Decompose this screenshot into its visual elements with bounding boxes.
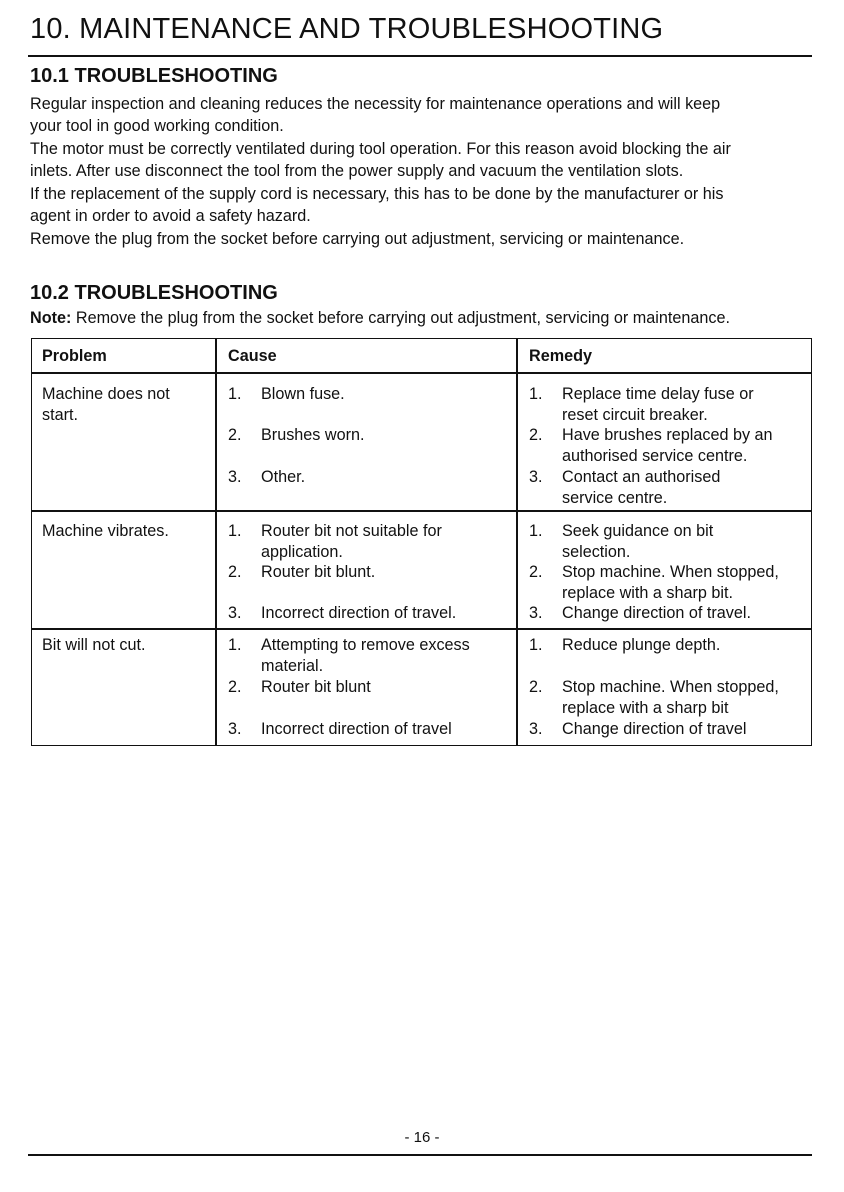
remedy-number: 3.: [529, 604, 543, 622]
cause-number: 3.: [228, 468, 242, 486]
remedy-number: 1.: [529, 522, 543, 540]
cause-number: 2.: [228, 678, 242, 696]
problem-cell: Machine does not: [42, 385, 170, 403]
remedy-text: replace with a sharp bit.: [562, 583, 733, 602]
remedy-text: selection.: [562, 542, 631, 561]
problem-cell: Machine vibrates.: [42, 522, 169, 540]
cause-number: 3.: [228, 604, 242, 622]
remedy-number: 1.: [529, 636, 543, 654]
cause-number: 3.: [228, 720, 242, 738]
cause-text: Attempting to remove excess: [261, 636, 470, 654]
remedy-text: reset circuit breaker.: [562, 405, 708, 424]
header-problem: Problem: [42, 347, 107, 365]
remedy-number: 1.: [529, 385, 543, 403]
remedy-number: 2.: [529, 678, 543, 696]
cause-number: 1.: [228, 636, 242, 654]
cause-text: Brushes worn.: [261, 426, 365, 444]
remedy-number: 2.: [529, 563, 543, 581]
remedy-text: Stop machine. When stopped,: [562, 563, 779, 581]
paragraph-line: inlets. After use disconnect the tool from the power supply and vacuum the ventilation slots.: [30, 162, 684, 180]
cause-text: Blown fuse.: [261, 385, 345, 403]
paragraph-line: Regular inspection and cleaning reduces the necessity for maintenance operations and will keep: [30, 95, 721, 113]
remedy-text: Contact an authorised: [562, 468, 721, 486]
remedy-number: 2.: [529, 426, 543, 444]
note-label: Note:: [30, 309, 72, 327]
cause-number: 2.: [228, 563, 242, 581]
remedy-text: replace with a sharp bit: [562, 698, 729, 717]
page-number: - 16 -: [404, 1129, 440, 1146]
troubleshooting-table: [31, 338, 812, 746]
remedy-text: Replace time delay fuse or: [562, 385, 754, 403]
section-10-1-heading: 10.1 TROUBLESHOOTING: [30, 65, 278, 87]
column-divider: [215, 339, 217, 745]
footer-divider: [28, 1154, 812, 1156]
remedy-text: Reduce plunge depth.: [562, 636, 721, 654]
cause-number: 1.: [228, 522, 242, 540]
note-line: [30, 309, 730, 328]
remedy-number: 3.: [529, 720, 543, 738]
row-divider: [32, 628, 811, 630]
problem-cell: start.: [42, 405, 78, 424]
row-divider: [32, 372, 811, 374]
cause-text: Router bit blunt: [261, 678, 371, 696]
remedy-text: authorised service centre.: [562, 446, 748, 465]
remedy-text: Change direction of travel: [562, 720, 747, 738]
row-divider: [32, 510, 811, 512]
section-10-2-heading: 10.2 TROUBLESHOOTING: [30, 282, 278, 304]
cause-text: Router bit blunt.: [261, 563, 376, 581]
cause-text: application.: [261, 542, 343, 561]
paragraph-line: The motor must be correctly ventilated during tool operation. For this reason avoid blocking the air: [30, 140, 731, 158]
column-divider: [516, 339, 518, 745]
header-remedy: Remedy: [529, 347, 592, 365]
remedy-text: Have brushes replaced by an: [562, 426, 773, 444]
cause-number: 2.: [228, 426, 242, 444]
header-cause: Cause: [228, 347, 277, 365]
cause-text: Router bit not suitable for: [261, 522, 442, 540]
paragraph-line: If the replacement of the supply cord is necessary, this has to be done by the manufacturer or his: [30, 185, 724, 203]
cause-text: material.: [261, 656, 324, 675]
remedy-text: service centre.: [562, 488, 668, 507]
problem-cell: Bit will not cut.: [42, 636, 146, 654]
title-divider: [28, 55, 812, 57]
cause-text: Incorrect direction of travel.: [261, 604, 457, 622]
paragraph-line: your tool in good working condition.: [30, 117, 284, 135]
remedy-number: 3.: [529, 468, 543, 486]
paragraph-line: Remove the plug from the socket before carrying out adjustment, servicing or maintenance.: [30, 230, 685, 248]
remedy-text: Seek guidance on bit: [562, 522, 714, 540]
note-text: Remove the plug from the socket before carrying out adjustment, servicing or maintenance.: [75, 309, 730, 327]
page-title: 10. MAINTENANCE AND TROUBLESHOOTING: [30, 13, 664, 45]
cause-number: 1.: [228, 385, 242, 403]
paragraph-line: agent in order to avoid a safety hazard.: [30, 207, 311, 225]
remedy-text: Stop machine. When stopped,: [562, 678, 779, 696]
cause-text: Other.: [261, 468, 306, 486]
cause-text: Incorrect direction of travel: [261, 720, 452, 738]
remedy-text: Change direction of travel.: [562, 604, 751, 622]
